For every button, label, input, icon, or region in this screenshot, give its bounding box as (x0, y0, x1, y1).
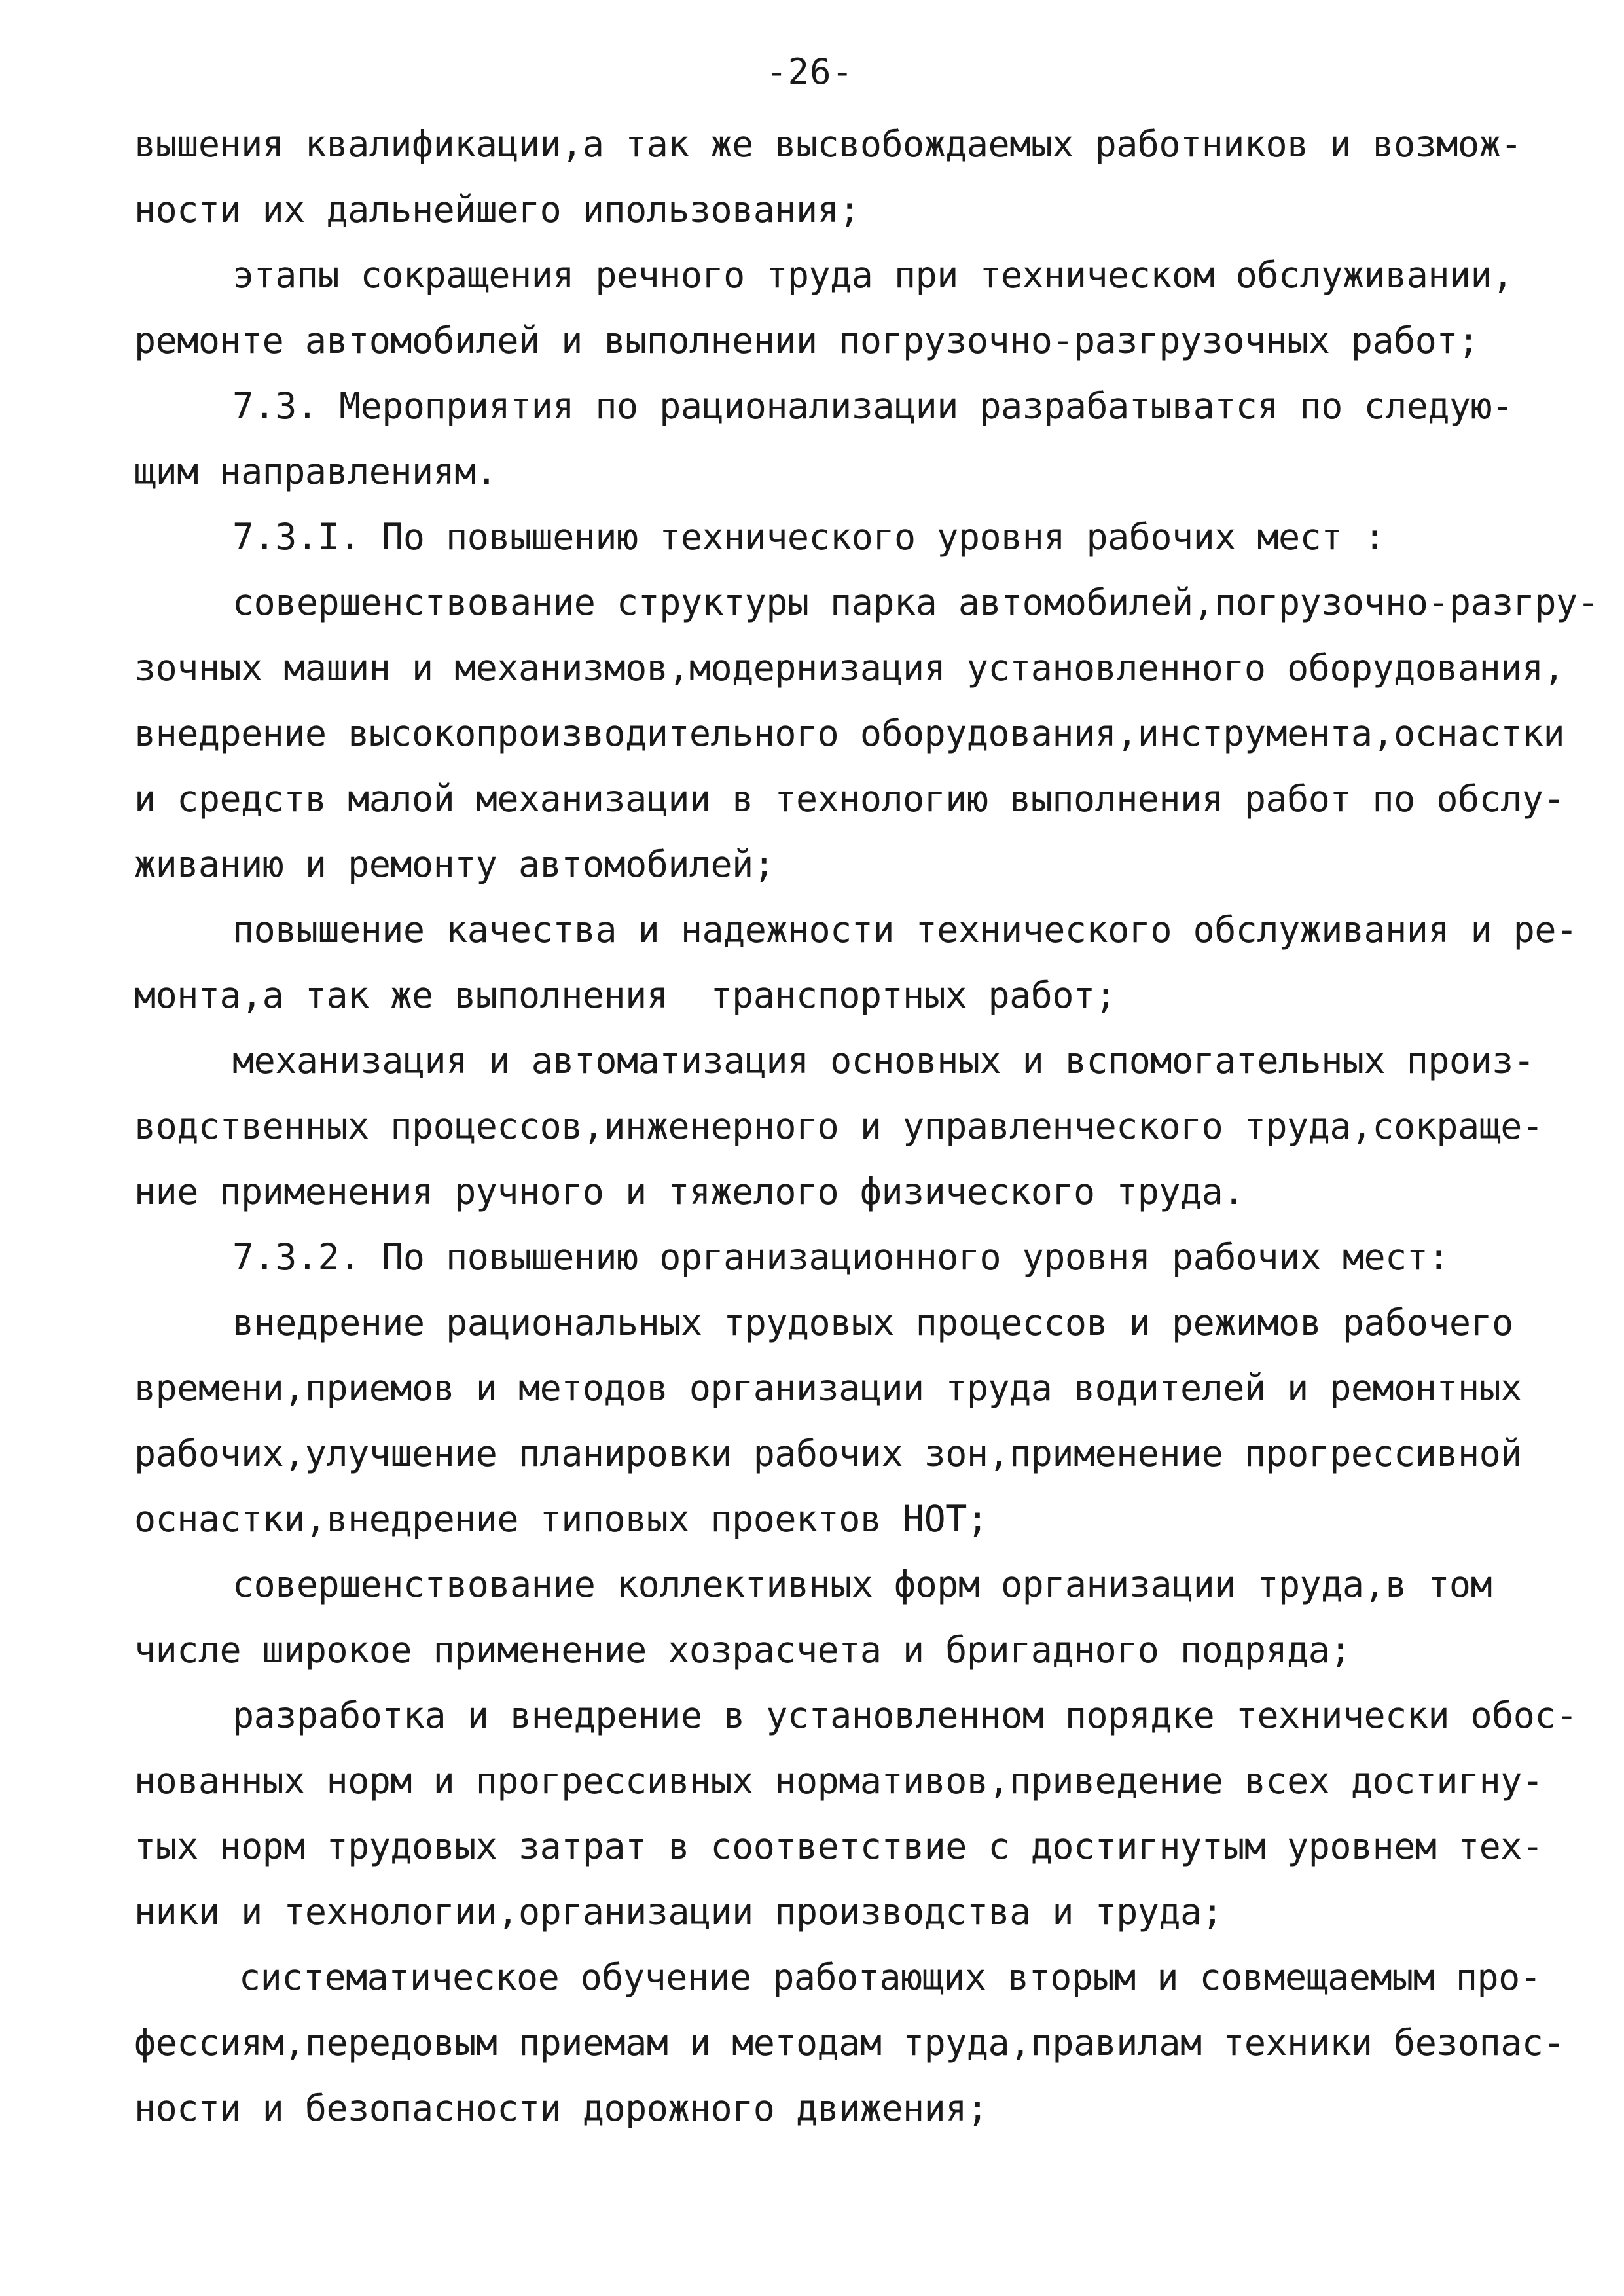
text-line: систематическое обучение работающих вторым и совмещаемым про- (239, 1956, 1542, 1998)
text-line: числе широкое применение хозрасчета и бригадного подряда; (134, 1629, 1351, 1671)
page-number: -26- (766, 51, 854, 92)
text-line: разработка и внедрение в установленном порядке технически обос- (232, 1694, 1578, 1736)
text-line: внедрение высокопроизводительного оборудования,инструмента,оснастки (134, 712, 1565, 754)
text-line: совершенствование коллективных форм организации труда,в том (232, 1563, 1492, 1605)
text-line: фессиям,передовым приемам и методам труда,правилам техники безопас- (134, 2022, 1565, 2064)
text-line: монта,а так же выполнения транспортных работ; (134, 974, 1117, 1016)
text-line: ности и безопасности дорожного движения; (134, 2087, 988, 2129)
text-line: водственных процессов,инженерного и управленческого труда,сокраще- (134, 1105, 1543, 1147)
text-line: 7.3. Мероприятия по рационализации разрабатыватся по следую- (232, 385, 1513, 427)
text-line: щим направлениям. (134, 450, 497, 492)
text-line: механизация и автоматизация основных и вспомогательных произ- (232, 1040, 1535, 1082)
text-line: ние применения ручного и тяжелого физического труда. (134, 1171, 1244, 1212)
text-line: тых норм трудовых затрат в соответствие с достигнутым уровнем тех- (134, 1825, 1543, 1867)
text-line: 7.3.2. По повышению организационного уровня рабочих мест: (232, 1236, 1449, 1278)
text-line: ремонте автомобилей и выполнении погрузочно-разгрузочных работ; (134, 319, 1479, 361)
text-line: зочных машин и механизмов,модернизация установленного оборудования, (134, 647, 1565, 689)
text-line: совершенствование структуры парка автомобилей,погрузочно-разгру- (232, 581, 1599, 623)
text-line: оснастки,внедрение типовых проектов НОТ; (134, 1498, 988, 1540)
text-line: внедрение рациональных трудовых процессов и режимов рабочего (232, 1302, 1513, 1343)
text-line: и средств малой механизации в технологию выполнения работ по обслу- (134, 778, 1565, 820)
text-line: 7.3.I. По повышению технического уровня рабочих мест : (232, 516, 1386, 558)
text-line: рабочих,улучшение планировки рабочих зон,применение прогрессивной (134, 1432, 1522, 1474)
text-line: ники и технологии,организации производства и труда; (134, 1891, 1223, 1933)
text-line: нованных норм и прогрессивных нормативов,приведение всех достигну- (134, 1760, 1543, 1802)
text-line: ности их дальнейшего ипользования; (134, 189, 860, 230)
text-line: повышение качества и надежности технического обслуживания и ре- (232, 909, 1578, 951)
text-line: времени,приемов и методов организации труда водителей и ремонтных (134, 1367, 1522, 1409)
text-line: живанию и ремонту автомобилей; (134, 843, 775, 885)
text-line: этапы сокращения речного труда при техническом обслуживании, (232, 254, 1513, 296)
text-line: вышения квалификации,а так же высвобождаемых работников и возмож- (134, 123, 1522, 165)
